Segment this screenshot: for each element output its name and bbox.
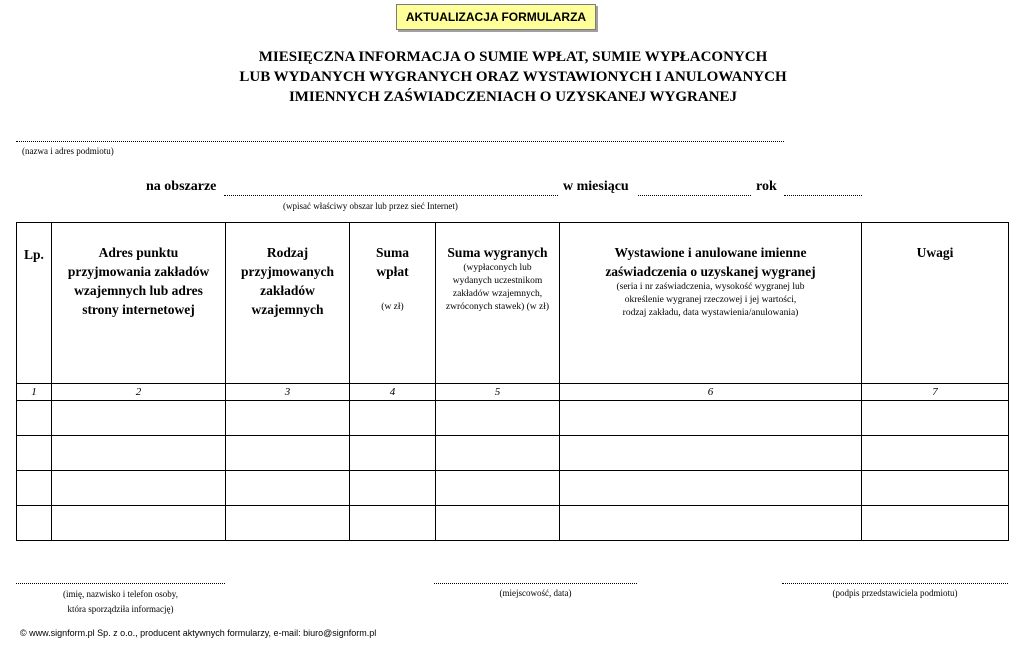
table-row (17, 470, 1009, 505)
table-row (17, 505, 1009, 540)
header-total-winnings-sub: (wypłaconych lub wydanych uczestnikom zakładów wzajemnych, zwróconych stawek) (w zł) (445, 263, 550, 312)
form-title (200, 47, 826, 107)
month-field[interactable] (638, 195, 751, 196)
area-label: na obszarze (146, 179, 217, 194)
place-date-line[interactable] (434, 583, 637, 584)
year-field[interactable] (784, 195, 862, 196)
table-cell[interactable] (52, 470, 226, 505)
table-cell[interactable] (17, 400, 52, 435)
col-number: 6 (560, 383, 862, 400)
table-cell[interactable] (560, 505, 862, 540)
table-cell[interactable] (436, 400, 560, 435)
person-caption: (imię, nazwisko i telefon osoby, która sporządziła informację) (63, 589, 178, 614)
data-table (16, 222, 1009, 541)
area-hint: (wpisać właściwy obszar lub przez sieć Internet) (283, 201, 458, 211)
col-number: 3 (226, 383, 350, 400)
header-total-deposits: Suma wpłat (w zł) (350, 223, 436, 384)
table-cell[interactable] (862, 470, 1009, 505)
copyright-footer: © www.signform.pl Sp. z o.o., producent aktywnych formularzy, e-mail: biuro@signform.pl (20, 628, 377, 638)
area-field[interactable] (224, 195, 558, 196)
header-remarks: Uwagi (862, 223, 1009, 384)
title-line-3: IMIENNYCH ZAŚWIADCZENIACH O UZYSKANEJ WYGRANEJ (288, 89, 738, 105)
table-cell[interactable] (17, 435, 52, 470)
table-cell[interactable] (436, 435, 560, 470)
representative-signature-line[interactable] (782, 583, 1008, 584)
header-lp: Lp. (17, 223, 52, 384)
header-total-winnings: Suma wygranych (wypłaconych lub wydanych uczestnikom zakładów wzajemnych, zwróconych stawek) (w zł) (436, 223, 560, 384)
title-line-2: LUB WYDANYCH WYGRANYCH ORAZ WYSTAWIONYCH I ANULOWANYCH (239, 69, 787, 85)
col-number: 5 (436, 383, 560, 400)
col-number: 2 (52, 383, 226, 400)
table-cell[interactable] (350, 400, 436, 435)
table-cell[interactable] (560, 400, 862, 435)
table-cell[interactable] (350, 470, 436, 505)
place-date-caption: (miejscowość, data) (499, 588, 572, 598)
table-cell[interactable] (52, 505, 226, 540)
table-cell[interactable] (350, 505, 436, 540)
entity-name-field[interactable] (16, 141, 784, 142)
table-cell[interactable] (862, 435, 1009, 470)
header-address: Adres punktu przyjmowania zakładów wzajemnych lub adres strony internetowej (52, 223, 226, 384)
table-row (17, 435, 1009, 470)
table-cell[interactable] (560, 470, 862, 505)
table-cell[interactable] (17, 505, 52, 540)
col-number: 7 (862, 383, 1009, 400)
table-cell[interactable] (17, 470, 52, 505)
person-signature-line[interactable] (16, 583, 225, 584)
table-cell[interactable] (350, 435, 436, 470)
header-certificates-sub: (seria i nr zaświadczenia, wysokość wygranej lub określenie wygranej rzeczowej i jej wartości, rodzaj zakładu, data wystawienia/anulowania) (616, 282, 805, 318)
table-cell[interactable] (226, 470, 350, 505)
table-cell[interactable] (862, 400, 1009, 435)
representative-caption: (podpis przedstawiciela podmiotu) (832, 588, 958, 598)
table-cell[interactable] (226, 400, 350, 435)
table-cell[interactable] (226, 435, 350, 470)
table-cell[interactable] (52, 435, 226, 470)
table-cell[interactable] (436, 505, 560, 540)
table-cell[interactable] (436, 470, 560, 505)
update-form-button[interactable]: AKTUALIZACJA FORMULARZA (396, 4, 596, 30)
col-number: 4 (350, 383, 436, 400)
title-line-1: MIESIĘCZNA INFORMACJA O SUMIE WPŁAT, SUMIE WYPŁACONYCH (258, 49, 768, 65)
table-cell[interactable] (560, 435, 862, 470)
entity-caption: (nazwa i adres podmiotu) (22, 146, 114, 156)
month-label: w miesiącu (563, 179, 629, 194)
table-cell[interactable] (52, 400, 226, 435)
header-bet-type: Rodzaj przyjmowanych zakładów wzajemnych (226, 223, 350, 384)
table-row (17, 400, 1009, 435)
col-number: 1 (17, 383, 52, 400)
header-total-deposits-unit: (w zł) (381, 302, 404, 312)
header-certificates: Wystawione i anulowane imienne zaświadczenia o uzyskanej wygranej (seria i nr zaświadczenia, wysokość wygranej lub określenie wygranej rzeczowej i jej wartości, rodzaj zakładu, data wystawienia/anulowania) (560, 223, 862, 384)
table-cell[interactable] (862, 505, 1009, 540)
table-cell[interactable] (226, 505, 350, 540)
year-label: rok (756, 179, 777, 194)
